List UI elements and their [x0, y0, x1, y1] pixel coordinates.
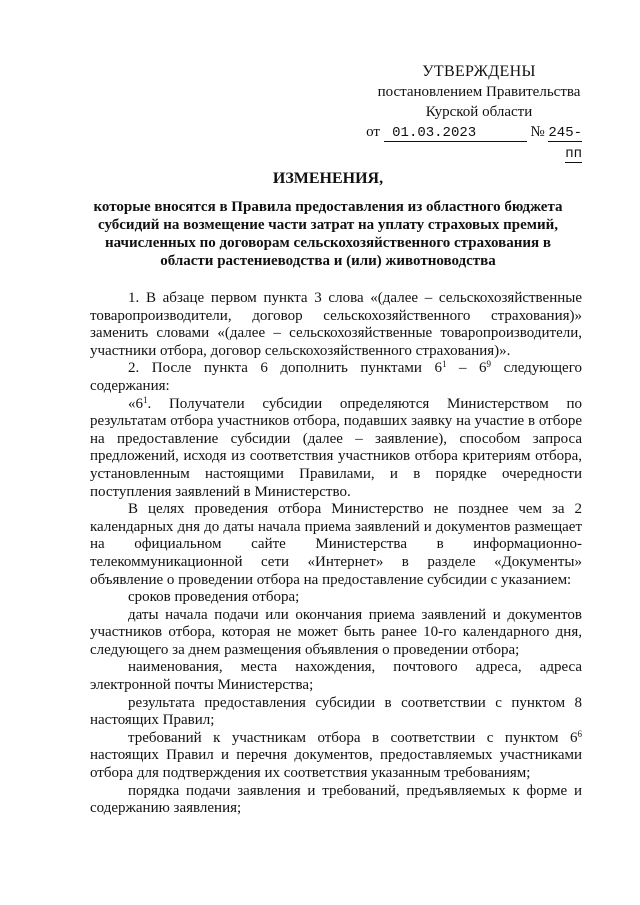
date-prefix: от [366, 124, 380, 140]
approval-line-2: Курской области [425, 104, 533, 120]
title-heading: ИЗМЕНЕНИЯ, [272, 170, 384, 187]
title-subtitle: которые вносятся в Правила предоставления из областного бюджета субсидий на возмещение части затрат на уплату страховых премий, начисленных по договорам сельскохозяйственного страхования в области растениеводства и (или) животноводства [93, 199, 563, 269]
paragraph-6: даты начала подачи или окончания приема заявлений и документов участников отбора, которая не может быть ранее 10-го календарного дня, следующего за днем размещения объявления о проведении отбора; [90, 606, 582, 658]
document-title [88, 170, 568, 270]
approval-date: 01.03.2023 [384, 125, 527, 142]
approval-block [364, 62, 594, 164]
approval-line-1: постановлением Правительства [377, 84, 581, 100]
paragraph-4: В целях проведения отбора Министерство не позднее чем за 2 календарных дня до даты начала приема заявлений и документов размещает на официальном сайте Министерства в информационно-телекоммуникационной сети «Интернет» в разделе «Документы» объявление о проведении отбора на предоставление субсидии с указанием: [90, 501, 582, 588]
paragraph-10: порядка подачи заявления и требований, предъявляемых к форме и содержанию заявления; [90, 782, 582, 817]
approval-stamp: УТВЕРЖДЕНЫ [422, 63, 536, 80]
number-sign: № [530, 124, 545, 140]
paragraph-5: сроков проведения отбора; [128, 589, 300, 606]
paragraph-2: 2. После пункта 6 дополнить пунктами $6^1 - 6^9$ следующего содержания: [90, 359, 582, 394]
paragraph-7: наименования, места нахождения, почтового адреса, адреса электронной почты Министерства; [90, 659, 582, 694]
paragraph-9: требований к участникам отбора в соответствии с пунктом $6^6$ настоящих Правил и перечня документов, предоставляемых участниками отбора для подтверждения их соответствия указанным требованиям; [90, 728, 582, 782]
document-body [90, 290, 582, 818]
paragraph-3: «$6^1$. Получатели субсидии определяются Министерством по результатам отбора участников отбора, подавших заявку на участие в отборе на предоставление субсидии (далее – заявление), способом запроса предложений, исходя из соответствия участников отбора критериям отбора, установленным настоящими Правилами, и в порядке очередности поступления заявлений в Министерство. [90, 394, 582, 500]
approval-number: 245-пп [548, 125, 582, 162]
paragraph-1: 1. В абзаце первом пункта 3 слова «(далее – сельскохозяйственные товаропроизводители, договор сельскохозяйственного страхования)» заменить словами «(далее – сельскохозяйственные товаропроизводители, участники отбора, договор сельскохозяйственного страхования)». [90, 290, 582, 359]
paragraph-8: результата предоставления субсидии в соответствии с пунктом 8 настоящих Правил; [90, 694, 582, 729]
approval-date-line [364, 122, 594, 164]
